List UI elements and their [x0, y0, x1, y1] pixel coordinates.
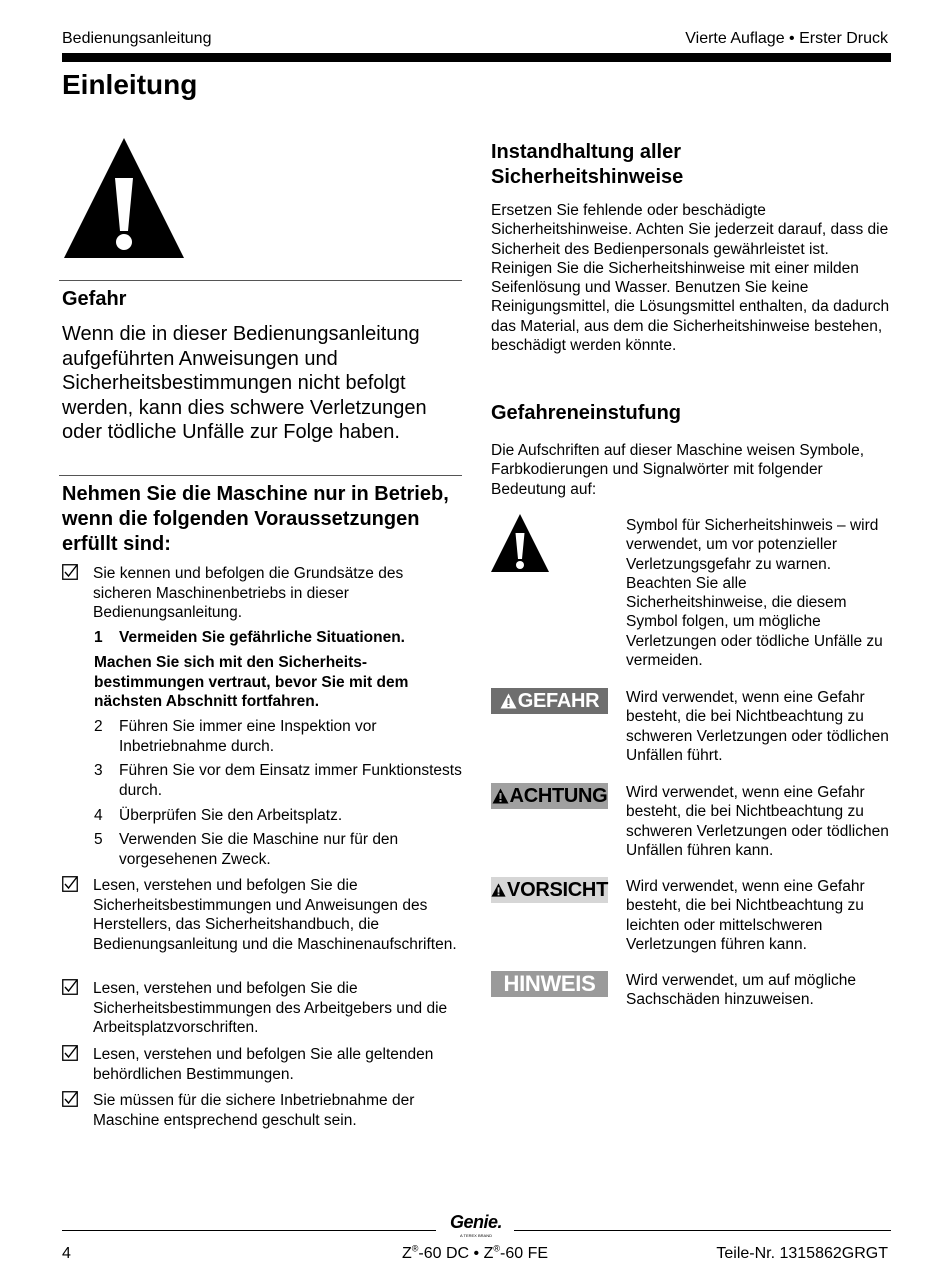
checkbox-checked-icon	[62, 564, 78, 580]
safety-symbol-description: Symbol für Sicherheitshinweis – wird verwendet, um vor potenzieller Verletzungsgefahr zu warnen. Beachten Sie alle Sicherheitshinweise, die diesem Symbol folgen, um mögliche Verletzungen oder tödliche Unfälle zu vermeiden.	[626, 517, 883, 670]
checklist-item	[62, 1091, 462, 1131]
footer-rule	[514, 1230, 891, 1231]
signal-word-danger	[491, 688, 608, 714]
classification-intro: Die Aufschriften auf dieser Maschine weisen Symbole, Farbkodierungen und Signalwörter mit folgender Bedeutung auf:	[491, 442, 865, 498]
checklist-text: Lesen, verstehen und befolgen Sie die Sicherheitsbestimmungen und Anweisungen des Herstellers, das Sicherheitshandbuch, die Bedienungsanleitung und die Maschinenaufschriften.	[93, 877, 457, 953]
step-number: 1	[94, 629, 103, 646]
checklist-text: Sie müssen für die sichere Inbetriebnahme der Maschine entsprechend geschult sein.	[93, 1092, 415, 1129]
step-number: 4	[94, 807, 103, 824]
genie-logo-tagline: A TEREX BRAND	[460, 1233, 492, 1238]
model-text: -60 FE	[500, 1245, 549, 1262]
warning-triangle-icon	[492, 788, 509, 804]
footer-rule	[62, 1230, 436, 1231]
part-number: Teile-Nr. 1315862GRGT	[716, 1245, 888, 1262]
header-title: Bedienungsanleitung	[62, 30, 212, 47]
checklist-item	[62, 1045, 462, 1085]
checklist-text: Lesen, verstehen und befolgen Sie alle geltenden behördlichen Bestimmungen.	[93, 1046, 434, 1083]
step-text: Führen Sie vor dem Einsatz immer Funktionstests durch.	[119, 762, 462, 799]
signal-description: Wird verwendet, wenn eine Gefahr besteht, die bei Nichtbeachtung zu schweren Verletzungen oder tödlichen Unfällen führt.	[626, 689, 889, 764]
warning-triangle-icon	[491, 882, 506, 898]
numbered-step	[94, 830, 462, 870]
section-rule	[59, 280, 462, 281]
signal-word-label: VORSICHT	[507, 878, 608, 901]
registered-mark: ®	[493, 1243, 500, 1254]
model-text: -60 DC • Z	[418, 1245, 494, 1262]
maintenance-text: Ersetzen Sie fehlende oder beschädigte Sicherheitshinweise. Achten Sie jederzeit darauf, dass die Sicherheit des Bedienpersonals gewährleistet ist. Reinigen Sie die Sicherheitshinweise mit einer milden Seifenlösung und Wasser. Benutzen Sie keine Reinigungsmittel, die Lösungsmittel enthalten, da dadurch das Material, aus dem die Sicherheitshinweise bestehen, beschädigt werden könnte.	[491, 202, 890, 355]
signal-description: Wird verwendet, wenn eine Gefahr besteht, die bei Nichtbeachtung zu leichten oder mittelschweren Verletzungen führen kann.	[626, 878, 865, 953]
signal-word-label: ACHTUNG	[509, 784, 608, 807]
signal-word-label: HINWEIS	[503, 971, 596, 996]
registered-mark: ®	[411, 1243, 419, 1254]
step-number: 3	[94, 762, 103, 779]
signal-word-notice	[491, 971, 608, 997]
checklist-item	[62, 979, 462, 1039]
step-text: Vermeiden Sie gefährliche Situationen.	[119, 629, 405, 646]
checklist-item	[62, 876, 462, 974]
warning-triangle-icon	[62, 136, 186, 260]
step-text: Verwenden Sie die Maschine nur für den vorgesehenen Zweck.	[119, 831, 399, 868]
numbered-step	[94, 761, 462, 801]
checklist-text: Lesen, verstehen und befolgen Sie die Sicherheitsbestimmungen des Arbeitgebers und die Arbeitsplatzvorschriften.	[93, 980, 448, 1036]
signal-description: Wird verwendet, wenn eine Gefahr besteht, die bei Nichtbeachtung zu schweren Verletzungen oder tödlichen Unfällen führen kann.	[626, 784, 889, 859]
checklist-text: Sie kennen und befolgen die Grundsätze des sicheren Maschinenbetriebs in dieser Bedienungsanleitung.	[93, 565, 404, 621]
numbered-step	[94, 717, 462, 757]
safety-alert-symbol-icon	[490, 513, 550, 573]
checkbox-checked-icon	[62, 979, 78, 995]
danger-heading: Gefahr	[62, 288, 127, 310]
header-edition: Vierte Auflage • Erster Druck	[685, 30, 888, 47]
header-rule	[62, 53, 891, 62]
checklist-item	[62, 564, 462, 624]
step-text: Führen Sie immer eine Inspektion vor Inbetriebnahme durch.	[119, 718, 377, 755]
checkbox-checked-icon	[62, 1045, 78, 1061]
numbered-step	[94, 628, 462, 648]
numbered-step	[94, 806, 462, 826]
section-rule	[59, 475, 462, 476]
step-number: 5	[94, 831, 103, 848]
signal-word-warning	[491, 783, 608, 809]
signal-word-caution	[491, 877, 608, 903]
page-number: 4	[62, 1245, 71, 1262]
maintenance-heading: Instandhaltung aller Sicherheitshinweise	[491, 141, 684, 188]
genie-logo: Genie.	[449, 1212, 503, 1232]
signal-word-label: GEFAHR	[517, 689, 600, 712]
checkbox-checked-icon	[62, 1091, 78, 1107]
step-number: 2	[94, 718, 103, 735]
signal-description: Wird verwendet, um auf mögliche Sachschäden hinzuweisen.	[626, 972, 857, 1009]
checkbox-checked-icon	[62, 876, 78, 892]
bold-note: Machen Sie sich mit den Sicherheits-bestimmungen vertraut, bevor Sie mit dem nächsten Abschnitt fortfahren.	[94, 654, 409, 710]
step-text: Überprüfen Sie den Arbeitsplatz.	[119, 807, 343, 824]
danger-text: Wenn die in dieser Bedienungsanleitung aufgeführten Anweisungen und Sicherheitsbestimmungen nicht befolgt werden, kann dies schwere Verletzungen oder tödliche Unfälle zur Folge haben.	[62, 323, 427, 443]
classification-heading: Gefahreneinstufung	[491, 402, 682, 424]
operate-heading: Nehmen Sie die Maschine nur in Betrieb, wenn die folgenden Voraussetzungen erfüllt sind:	[62, 483, 449, 555]
warning-triangle-icon	[500, 693, 517, 709]
model-letter: Z	[401, 1245, 412, 1262]
page-title: Einleitung	[62, 69, 198, 100]
